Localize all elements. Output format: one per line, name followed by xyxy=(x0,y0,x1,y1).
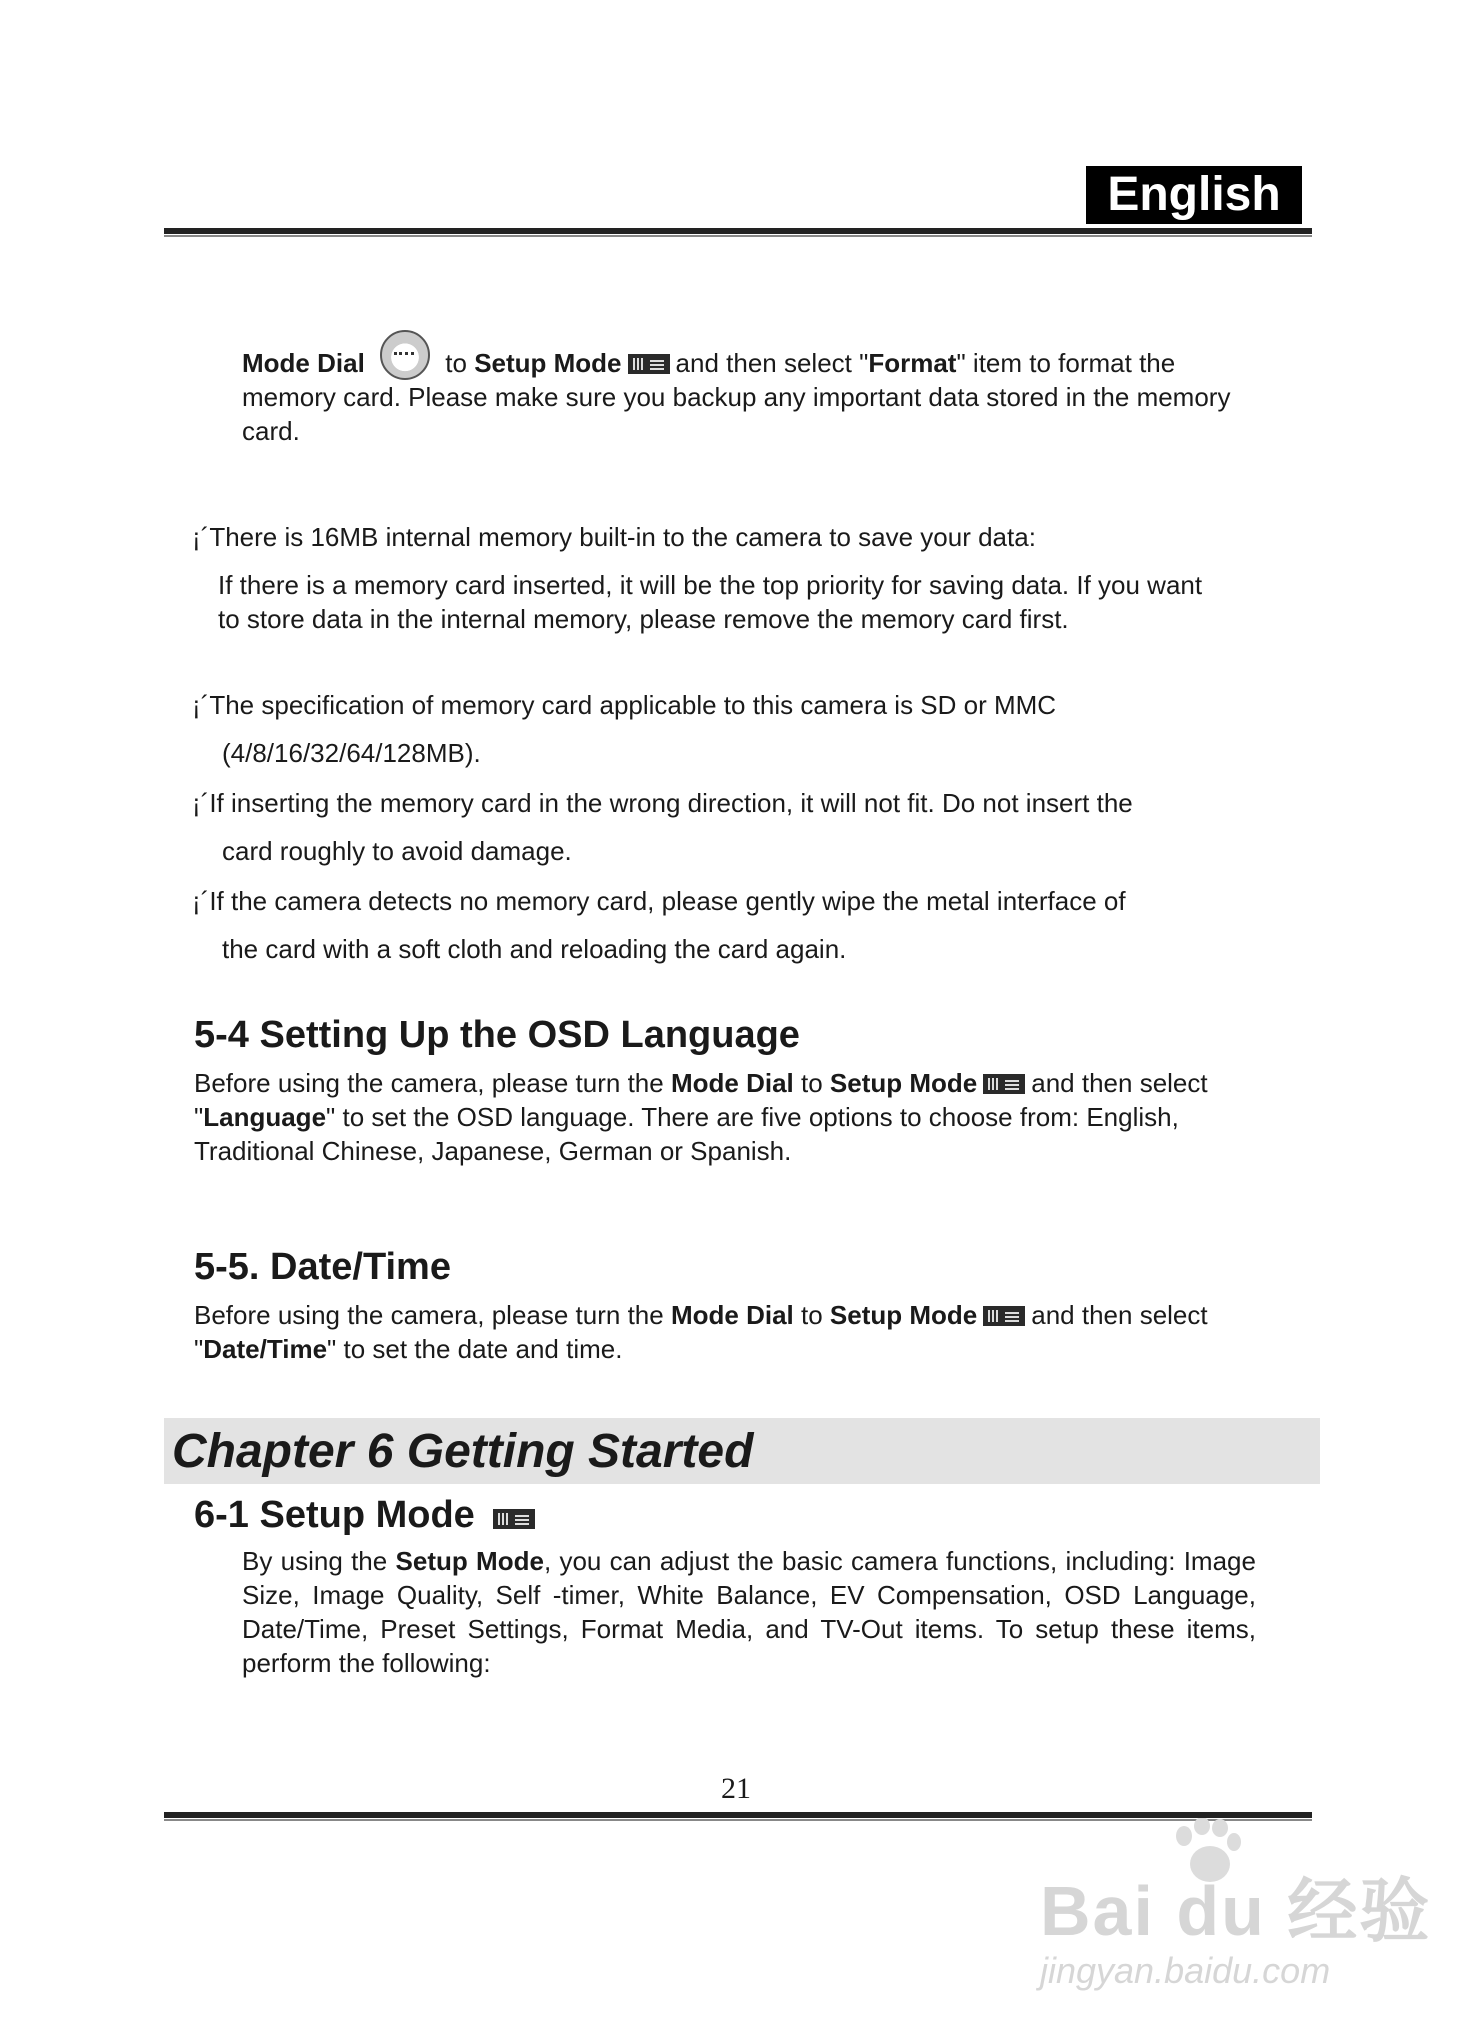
s61-setup-mode: Setup Mode xyxy=(395,1546,544,1576)
section-5-5-title: 5-5. Date/Time xyxy=(194,1246,451,1288)
s55-date-time: Date/Time xyxy=(203,1334,328,1364)
note-4-cont: the card with a soft cloth and reloading the card again. xyxy=(222,934,847,964)
mode-dial-label: Mode Dial xyxy=(242,348,365,378)
s61-rest: , you can adjust the basic camera functions, including: Image Size, Image Quality, Self -timer, White Balance, EV Compensation, OSD Language, Date/Time, Preset Settings, Format Media, and TV-Out items. To setup these items, perform the following: xyxy=(242,1546,1256,1678)
note-marker: ¡´ xyxy=(192,886,210,916)
s54-setup-mode: Setup Mode xyxy=(829,1068,978,1098)
note-2-main: The specification of memory card applicable to this camera is SD or MMC xyxy=(209,690,1057,720)
note-3-cont: card roughly to avoid damage. xyxy=(222,836,572,866)
s55-mode-dial: Mode Dial xyxy=(670,1300,794,1330)
section-5-5-body xyxy=(194,1298,1244,1366)
watermark-url: jingyan.baidu.com xyxy=(1040,1950,1331,1991)
s61-text-1: By using the xyxy=(242,1546,388,1576)
setup-mode-icon xyxy=(983,1306,1025,1326)
s54-to: to xyxy=(801,1068,823,1098)
note-3 xyxy=(192,786,1292,820)
s54-text-1: Before using the camera, please turn the xyxy=(194,1068,664,1098)
note-marker: ¡´ xyxy=(192,522,210,552)
note-marker: ¡´ xyxy=(192,788,210,818)
note-1 xyxy=(192,520,1292,554)
s55-to: to xyxy=(801,1300,823,1330)
language-tab: English xyxy=(1086,166,1302,224)
setup-mode-icon xyxy=(983,1074,1025,1094)
note-4-main: If the camera detects no memory card, please gently wipe the metal interface of xyxy=(209,886,1126,916)
header-rule xyxy=(164,228,1312,234)
s54-language: Language xyxy=(203,1102,327,1132)
section-5-4-title: 5-4 Setting Up the OSD Language xyxy=(194,1014,800,1056)
note-4 xyxy=(192,884,1292,918)
section-6-1-body xyxy=(242,1544,1256,1680)
header-rule-thin xyxy=(164,235,1312,237)
s61-title-text: 6-1 Setup Mode xyxy=(194,1494,475,1536)
section-6-1-title xyxy=(194,1494,541,1537)
intro-rest-text: " item to format the memory card. Please make sure you backup any important data stored in the memory card. xyxy=(242,348,1231,446)
page-number: 21 xyxy=(721,1772,751,1805)
format-label: Format xyxy=(868,348,957,378)
note-2-cont: (4/8/16/32/64/128MB). xyxy=(222,738,481,768)
setup-mode-icon xyxy=(493,1509,535,1529)
setup-mode-icon xyxy=(628,354,670,374)
note-marker: ¡´ xyxy=(192,690,210,720)
footer-rule xyxy=(164,1812,1312,1818)
s54-mode-dial: Mode Dial xyxy=(670,1068,794,1098)
s55-setup-mode: Setup Mode xyxy=(829,1300,978,1330)
section-5-4-body xyxy=(194,1066,1244,1168)
watermark-logo: Bai du 经验 xyxy=(1040,1872,1432,1950)
setup-mode-label: Setup Mode xyxy=(474,348,622,378)
s54-rest: " to set the OSD language. There are five options to choose from: English, Traditional Chinese, Japanese, German or Spanish. xyxy=(194,1102,1179,1166)
s54-and-then: and then select " xyxy=(194,1068,1208,1132)
s55-rest: " to set the date and time. xyxy=(327,1334,623,1364)
footer-rule-thin xyxy=(164,1819,1312,1821)
s55-text-1: Before using the camera, please turn the xyxy=(194,1300,664,1330)
s55-and-then: and then select " xyxy=(194,1300,1208,1364)
note-1-sub: If there is a memory card inserted, it will be the top priority for saving data. If you want to store data in the internal memory, please remove the memory card first. xyxy=(218,570,1203,634)
to-text: to xyxy=(445,348,467,378)
mode-dial-icon xyxy=(380,330,430,380)
note-1-main: There is 16MB internal memory built-in to the camera to save your data: xyxy=(209,522,1036,552)
chapter-6-title: Chapter 6 Getting Started xyxy=(172,1425,754,1478)
note-2 xyxy=(192,688,1292,722)
intro-paragraph xyxy=(242,330,1272,448)
note-3-main: If inserting the memory card in the wrong direction, it will not fit. Do not insert the xyxy=(209,788,1133,818)
and-then-select-text: and then select " xyxy=(675,348,869,378)
